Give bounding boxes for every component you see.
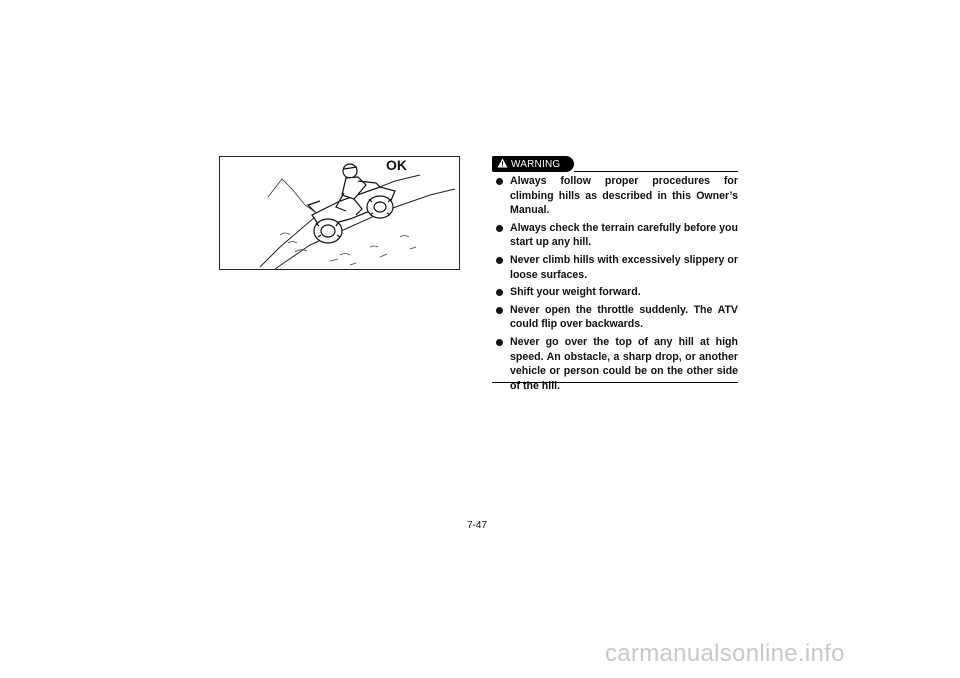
warning-divider-top bbox=[574, 171, 738, 172]
warning-title: WARNING bbox=[511, 158, 561, 170]
warning-list bbox=[496, 174, 738, 396]
warning-item: Always check the terrain carefully before you start up any hill. bbox=[496, 221, 738, 250]
watermark: carmanualsonline.info bbox=[605, 640, 845, 667]
warning-item: Always follow proper procedures for climbing hills as described in this Owner’s Manual. bbox=[496, 174, 738, 218]
bullet-icon bbox=[496, 225, 503, 232]
bullet-icon bbox=[496, 289, 503, 296]
warning-badge bbox=[492, 156, 574, 172]
bullet-icon bbox=[496, 307, 503, 314]
atv-hill-climb-figure bbox=[219, 156, 460, 270]
warning-item: Never climb hills with excessively slippery or loose surfaces. bbox=[496, 253, 738, 282]
warning-header bbox=[492, 156, 738, 174]
warning-divider-bottom bbox=[492, 382, 738, 383]
figure-ok-label: OK bbox=[386, 157, 407, 173]
warning-triangle-icon bbox=[497, 158, 508, 171]
bullet-icon bbox=[496, 339, 503, 346]
warning-item: Never go over the top of any hill at high speed. An obstacle, a sharp drop, or another vehicle or person could be on the other side of the hill. bbox=[496, 335, 738, 393]
page-number: 7-47 bbox=[467, 520, 488, 531]
bullet-icon bbox=[496, 257, 503, 264]
atv-rider-illustration bbox=[220, 157, 460, 270]
bullet-icon bbox=[496, 178, 503, 185]
warning-item: Never open the throttle suddenly. The ATV could flip over backwards. bbox=[496, 303, 738, 332]
warning-item: Shift your weight forward. bbox=[496, 285, 738, 300]
